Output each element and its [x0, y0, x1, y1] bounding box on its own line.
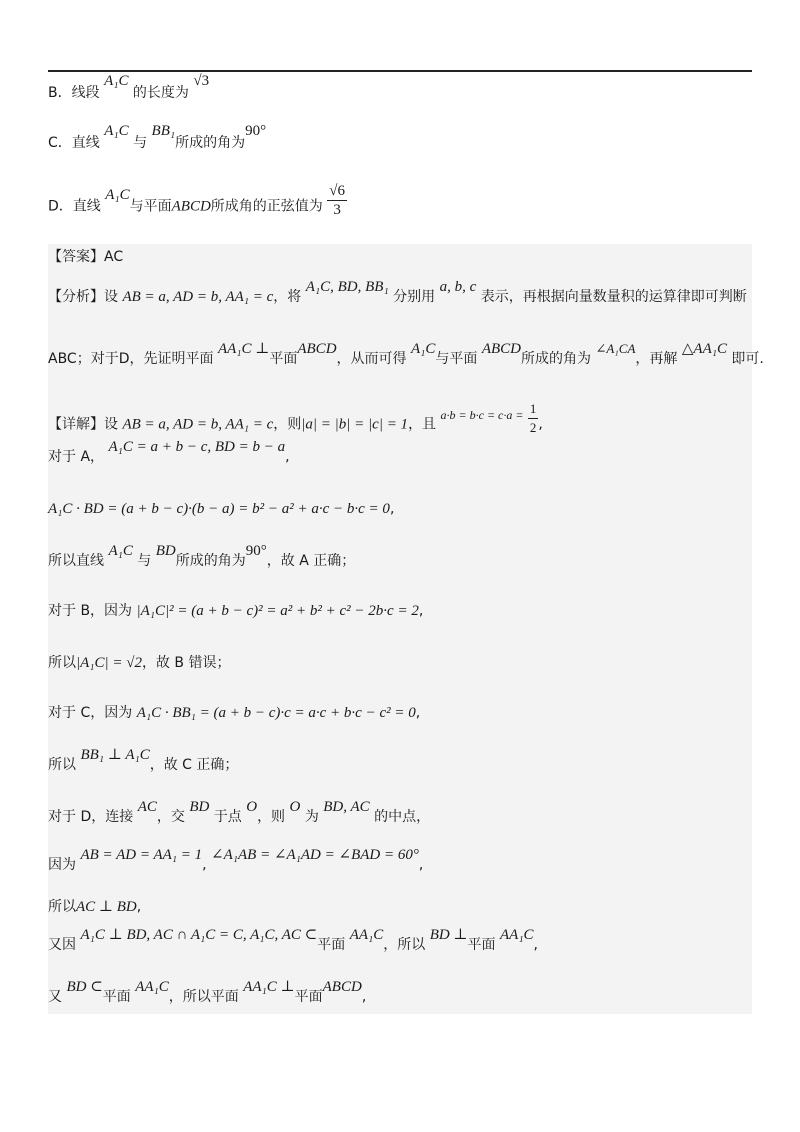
detail-math: BD ⊥	[429, 927, 468, 943]
detail-line-7: 对于 C，因为 A₁C · BB₁ = (a + b − c)·c = a·c + b·c − c² = 0,	[48, 705, 421, 721]
option-b-math2: √3	[193, 73, 210, 89]
option-d-label: D．直线	[48, 198, 101, 215]
option-d-fraction	[327, 182, 347, 219]
detail-text: 所以	[48, 899, 76, 915]
detail-text: 所以直线	[48, 553, 104, 569]
option-d-text3: 所成角的正弦值为	[210, 198, 323, 215]
detail-math: A₁C ⊥ BD, AC ∩ A₁C = C, A₁C, AC ⊂	[80, 927, 318, 943]
option-c-math3: 90°	[245, 123, 267, 139]
detail-math: O	[246, 799, 258, 815]
detail-line-11: 所以AC ⊥ BD,	[48, 899, 142, 915]
analysis-math: AB = a, AD = b, AA₁ = c	[122, 289, 274, 305]
answer-value: AC	[104, 249, 124, 265]
detail-math: A₁C = a + b − c, BD = b − a	[108, 439, 286, 455]
detail-text: ，且	[408, 416, 437, 433]
detail-text: ，故 C 正确；	[149, 757, 239, 773]
detail-text: 与	[137, 553, 152, 569]
detail-math: BD	[189, 799, 210, 815]
detail-text: 平面	[294, 989, 323, 1005]
detail-math: O	[289, 799, 301, 815]
detail-line-10: 因为 AB = AD = AA₁ = 1, ∠A₁AB = ∠A₁AD = ∠BAD = 60°,	[48, 847, 424, 873]
analysis-math: ∠A₁CA	[595, 341, 636, 356]
detail-label: 【详解】	[48, 416, 104, 433]
analysis-text: ，从而可得	[336, 351, 407, 367]
detail-text: 因为	[48, 857, 76, 873]
analysis-text: 分别用	[393, 289, 436, 305]
detail-math: AB = AD = AA₁ = 1	[80, 847, 203, 863]
detail-line-2: 对于 A， A₁C = a + b − c, BD = b − a,	[48, 439, 290, 465]
detail-math: ABCD	[322, 979, 362, 995]
analysis-text: ，再解	[635, 351, 678, 367]
option-b-label: B．线段	[48, 85, 100, 101]
answer-label: 【答案】	[48, 249, 104, 265]
detail-text: 平面	[467, 937, 496, 953]
detail-math: AC	[137, 799, 157, 815]
detail-math: |A₁C| = √2	[76, 655, 142, 671]
analysis-text: ，将	[273, 289, 302, 305]
analysis-math: a, b, c	[439, 279, 477, 295]
analysis-text: 表示，再根据向量数量积的运算律即可判断	[480, 289, 747, 305]
detail-math: |a| = |b| = |c| = 1	[301, 416, 409, 433]
analysis-math: ABCD	[297, 341, 337, 357]
option-c-math2: BB₁	[151, 123, 176, 139]
analysis-text: 与平面	[435, 351, 478, 367]
detail-text: 对于 B，因为	[48, 603, 133, 619]
option-c-label: C．直线	[48, 135, 100, 151]
analysis-text: 所成的角为	[521, 351, 591, 367]
analysis-math: A₁C	[410, 341, 436, 357]
analysis-text: ABC；对于D，先证明平面	[48, 351, 214, 367]
analysis-math: AA₁C ⊥	[217, 341, 270, 357]
detail-text: 所以	[48, 757, 76, 773]
detail-line-13: 又 BD ⊂平面 AA₁C，所以平面 AA₁C ⊥平面ABCD,	[48, 979, 367, 1005]
detail-line-3: A₁C · BD = (a + b − c)·(b − a) = b² − a² + a·c − b·c = 0,	[48, 501, 395, 517]
detail-line-5: 对于 B，因为 |A₁C|² = (a + b − c)² = a² + b² + c² − 2b·c = 2,	[48, 603, 424, 619]
detail-text: 对于 A，	[48, 449, 105, 465]
option-b-math1: A₁C	[104, 73, 129, 89]
detail-math: AB = a, AD = b, AA₁ = c	[122, 416, 274, 433]
detail-text: 设	[104, 416, 118, 433]
detail-math: AA₁C	[135, 979, 169, 995]
detail-text: ，所以	[383, 937, 426, 953]
analysis-line-1	[48, 279, 747, 306]
detail-text: 于点	[213, 809, 242, 825]
detail-line-6	[48, 654, 231, 672]
detail-math: |A₁C|² = (a + b − c)² = a² + b² + c² − 2b·c = 2	[136, 603, 419, 619]
analysis-math: ABCD	[481, 341, 521, 357]
answer-line	[48, 248, 123, 266]
analysis-text: 平面	[269, 351, 298, 367]
option-b-text2: 的长度为	[132, 85, 189, 101]
detail-text: ，交	[156, 809, 185, 825]
detail-math: AC ⊥ BD	[76, 899, 137, 915]
option-c	[48, 123, 267, 152]
detail-text: 又	[48, 989, 62, 1005]
option-c-math1: A₁C	[104, 123, 129, 139]
detail-math: a·b = b·c = c·a =	[440, 407, 524, 422]
option-d-text2: 与平面	[129, 198, 172, 215]
detail-text: 平面	[317, 937, 346, 953]
option-d-math2: ABCD	[171, 198, 211, 215]
detail-math: BB₁ ⊥ A₁C	[80, 747, 150, 763]
detail-text: 对于 C，因为	[48, 705, 133, 721]
fraction-numerator: 1	[528, 400, 539, 419]
analysis-line-2	[48, 341, 764, 368]
option-b	[48, 73, 210, 102]
detail-math: A₁C · BD = (a + b − c)·(b − a) = b² − a² + a·c − b·c = 0	[48, 501, 390, 517]
detail-math: AA₁C ⊥	[243, 979, 295, 995]
detail-math: A₁C	[108, 543, 133, 559]
detail-text: 为	[304, 809, 319, 825]
detail-line-8	[48, 747, 239, 774]
detail-text: 的中点，	[374, 809, 431, 825]
top-rule	[48, 70, 752, 72]
option-d	[48, 183, 347, 225]
detail-line-4	[48, 543, 356, 570]
detail-text: ，故 B 错误；	[141, 655, 231, 671]
detail-text: ，故 A 正确；	[266, 553, 356, 569]
detail-fraction	[528, 400, 539, 437]
detail-math: 90°	[245, 543, 267, 559]
detail-math: AA₁C	[500, 927, 534, 943]
detail-math: BD ⊂	[66, 979, 103, 995]
fraction-denominator: 2	[529, 420, 537, 435]
analysis-label: 【分析】	[48, 289, 104, 305]
fraction-denominator: 3	[333, 202, 341, 218]
detail-text: ，则	[273, 416, 302, 433]
detail-line-12: 又因 A₁C ⊥ BD, AC ∩ A₁C = C, A₁C, AC ⊂平面 AA₁C，所以 BD ⊥平面 AA₁C,	[48, 927, 538, 953]
option-c-text3: 所成的角为	[175, 135, 246, 151]
detail-math: A₁C · BB₁ = (a + b − c)·c = a·c + b·c − c² = 0	[136, 705, 416, 721]
analysis-math: A₁C, BD, BB₁	[305, 279, 389, 295]
detail-math: BD	[155, 543, 176, 559]
detail-math: AA₁C	[349, 927, 384, 943]
detail-line-1: 【详解】设 AB = a, AD = b, AA₁ = c，则|a| = |b| = |c| = 1，且 a·b = b·c = c·a = $\frac{1}{2}$ ,	[48, 401, 543, 435]
detail-line-9	[48, 799, 431, 826]
detail-math: ∠A₁AB = ∠A₁AD = ∠BAD = 60°	[211, 847, 419, 863]
option-c-text2: 与	[133, 135, 148, 151]
analysis-text: 设	[104, 289, 118, 305]
detail-text: 对于 D，连接	[48, 809, 134, 825]
detail-text: 所以	[48, 655, 76, 671]
detail-text: 所成的角为	[175, 553, 246, 569]
detail-text: ，则	[257, 809, 286, 825]
detail-text: ，所以平面	[168, 989, 239, 1005]
fraction-numerator: √6	[329, 183, 345, 199]
analysis-text: 即可.	[731, 351, 764, 367]
detail-math: BD, AC	[323, 799, 370, 815]
option-d-math1: A₁C	[105, 186, 130, 203]
analysis-math: △AA₁C	[681, 341, 727, 357]
detail-text: 又因	[48, 937, 76, 953]
detail-text: 平面	[102, 989, 131, 1005]
